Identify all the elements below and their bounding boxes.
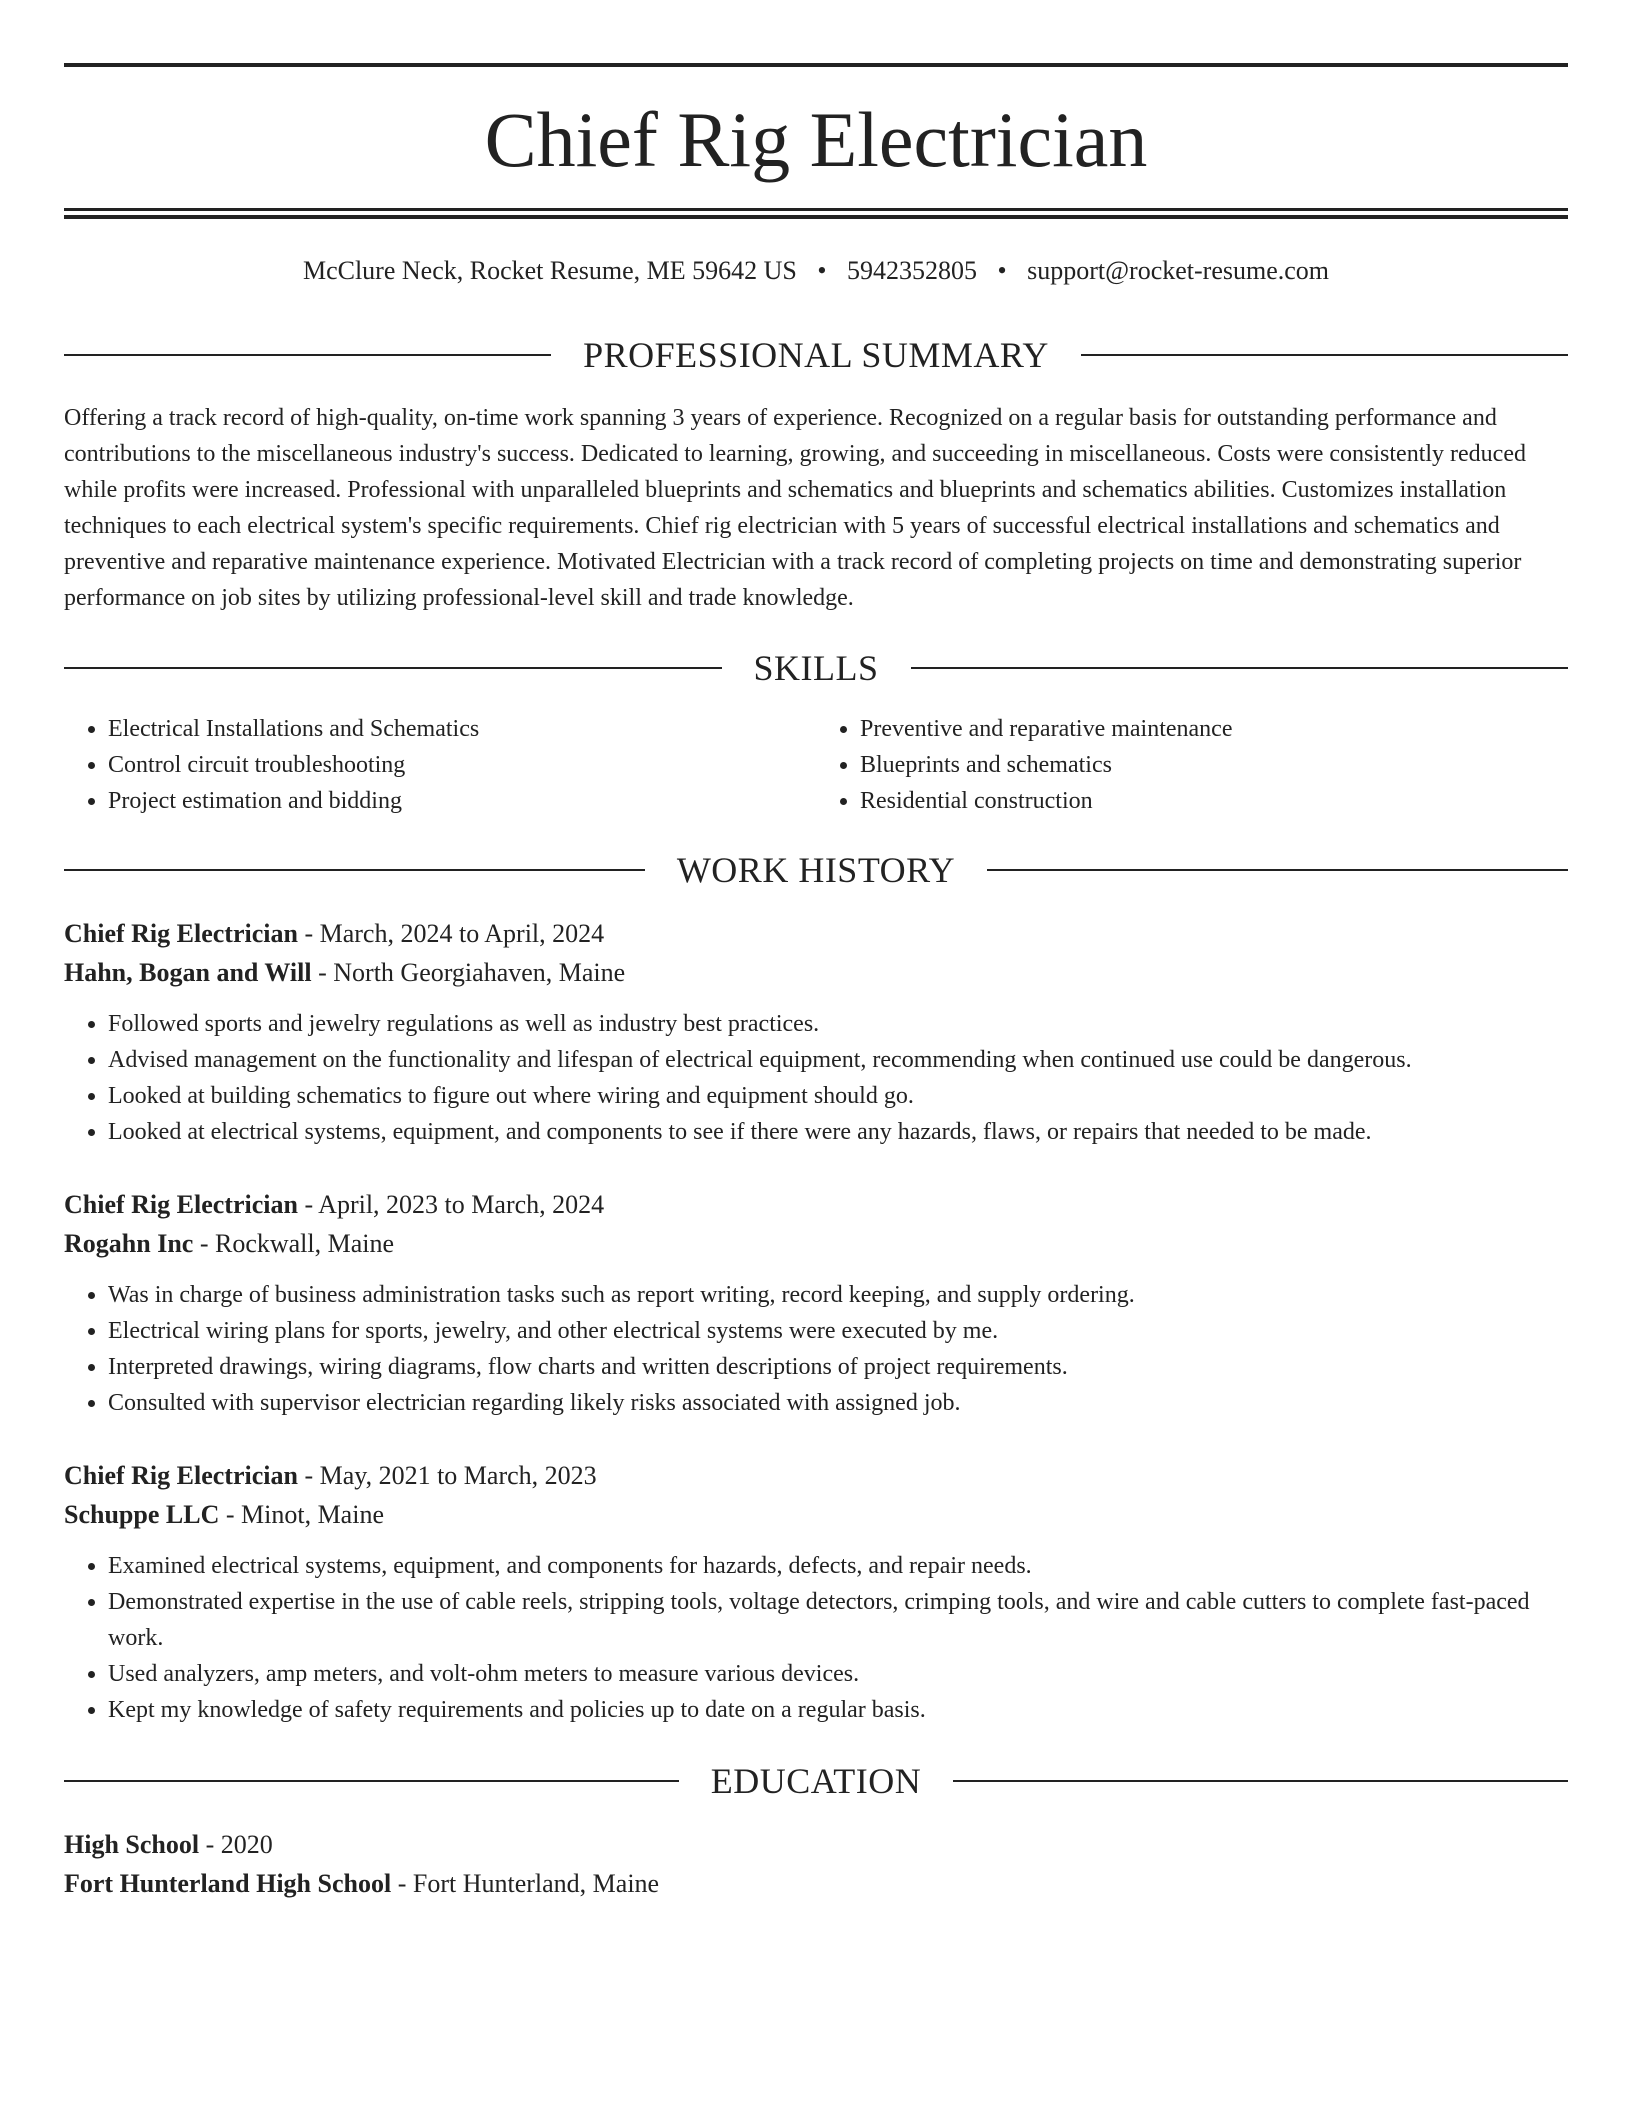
heading-rule-left <box>64 354 551 356</box>
contact-separator: • <box>997 256 1007 285</box>
heading-rule-right <box>987 869 1568 871</box>
education-title: EDUCATION <box>710 1761 922 1801</box>
job-location: - Minot, Maine <box>219 1500 384 1529</box>
job-bullet: • Looked at electrical systems, equipment, and components to see if there were any hazards, flaws, or repairs that needed to be made. <box>108 1114 1568 1150</box>
double-rule <box>64 208 1568 219</box>
resume-name: Chief Rig Electrician <box>484 96 1148 183</box>
job-dates: - May, 2021 to March, 2023 <box>297 1461 597 1490</box>
job-bullet: • Electrical wiring plans for sports, jewelry, and other electrical systems were executed by me. <box>108 1313 1568 1349</box>
job-location: - Rockwall, Maine <box>193 1229 395 1258</box>
contact-line <box>64 254 1568 288</box>
contact-separator: • <box>817 256 827 285</box>
skills-heading <box>64 646 1568 690</box>
skill-item: • Project estimation and bidding <box>108 783 816 819</box>
skill-item: • Blueprints and schematics <box>860 747 1568 783</box>
heading-rule-left <box>64 667 722 669</box>
job-bullet: • Examined electrical systems, equipment, and components for hazards, defects, and repair needs. <box>108 1548 1568 1584</box>
job-company-line <box>64 1224 1568 1263</box>
skills-title: SKILLS <box>753 648 879 688</box>
job-dates: - March, 2024 to April, 2024 <box>297 919 605 948</box>
summary-heading <box>64 333 1568 377</box>
job-location: - North Georgiahaven, Maine <box>311 958 626 987</box>
contact-email: support@rocket-resume.com <box>1027 256 1330 285</box>
heading-rule-right <box>953 1780 1568 1782</box>
skills-column-right <box>816 711 1568 819</box>
job-bullet: • Interpreted drawings, wiring diagrams, flow charts and written descriptions of project requirements. <box>108 1349 1568 1385</box>
work-heading <box>64 848 1568 892</box>
job-company-line <box>64 953 1568 992</box>
job-title: Chief Rig Electrician <box>64 1190 298 1219</box>
job-bullet: • Used analyzers, amp meters, and volt-ohm meters to measure various devices. <box>108 1656 1568 1692</box>
job-bullet: • Advised management on the functionality and lifespan of electrical equipment, recommending when continued use could be dangerous. <box>108 1042 1568 1078</box>
job-company: Schuppe LLC <box>64 1500 220 1529</box>
skill-item: • Residential construction <box>860 783 1568 819</box>
job-title: Chief Rig Electrician <box>64 919 298 948</box>
job-bullet: • Demonstrated expertise in the use of cable reels, stripping tools, voltage detectors, crimping tools, and wire and cable cutters to complete fast-paced work. <box>108 1584 1568 1656</box>
job-company: Rogahn Inc <box>64 1229 194 1258</box>
heading-rule-left <box>64 869 645 871</box>
job-company-line <box>64 1495 1568 1534</box>
heading-rule-left <box>64 1780 679 1782</box>
job-dates: - April, 2023 to March, 2024 <box>297 1190 605 1219</box>
skill-item: • Control circuit troubleshooting <box>108 747 816 783</box>
job-company: Hahn, Bogan and Will <box>64 958 312 987</box>
education-year: - 2020 <box>199 1830 273 1859</box>
job-entry <box>64 1185 1568 1421</box>
summary-title: PROFESSIONAL SUMMARY <box>583 335 1049 375</box>
job-bullets <box>64 1277 1568 1421</box>
work-title: WORK HISTORY <box>676 850 956 890</box>
job-bullet: • Looked at building schematics to figure out where wiring and equipment should go. <box>108 1078 1568 1114</box>
top-rule <box>64 63 1568 67</box>
job-bullets <box>64 1006 1568 1150</box>
education-school: Fort Hunterland High School <box>64 1869 392 1898</box>
skills-list <box>64 711 1568 819</box>
summary-text: Offering a track record of high-quality, on-time work spanning 3 years of experience. Recognized on a regular basis for outstanding performance and contributions to the miscellaneous industry's success. Dedicated to learning, growing, and succeeding in miscellaneous. Costs were consistently reduced while profits were increased. Professional with unparalleled blueprints and schematics and blueprints and schematics abilities. Customizes installation techniques to each electrical system's specific requirements. Chief rig electrician with 5 years of successful electrical installations and schematics and preventive and reparative maintenance experience. Motivated Electrician with a track record of completing projects on time and demonstrating superior performance on job sites by utilizing professional-level skill and trade knowledge. <box>64 405 1526 611</box>
education-entry <box>64 1825 1568 1903</box>
education-degree-line <box>64 1825 1568 1864</box>
education-location: - Fort Hunterland, Maine <box>391 1869 660 1898</box>
skills-column-left <box>64 711 816 819</box>
education-heading <box>64 1759 1568 1803</box>
job-title-line <box>64 1456 1568 1495</box>
job-title: Chief Rig Electrician <box>64 1461 298 1490</box>
contact-phone: 5942352805 <box>847 256 977 285</box>
job-bullet: • Followed sports and jewelry regulations as well as industry best practices. <box>108 1006 1568 1042</box>
job-bullets <box>64 1548 1568 1728</box>
job-entry <box>64 914 1568 1150</box>
education-degree: High School <box>64 1830 200 1859</box>
skill-item: • Preventive and reparative maintenance <box>860 711 1568 747</box>
job-title-line <box>64 1185 1568 1224</box>
job-title-line <box>64 914 1568 953</box>
skill-item: • Electrical Installations and Schematics <box>108 711 816 747</box>
education-school-line <box>64 1864 1568 1903</box>
heading-rule-right <box>911 667 1569 669</box>
job-entry <box>64 1456 1568 1728</box>
job-bullet: • Kept my knowledge of safety requirements and policies up to date on a regular basis. <box>108 1692 1568 1728</box>
job-bullet: • Was in charge of business administration tasks such as report writing, record keeping, and supply ordering. <box>108 1277 1568 1313</box>
heading-rule-right <box>1081 354 1568 356</box>
contact-address: McClure Neck, Rocket Resume, ME 59642 US <box>302 256 797 285</box>
job-bullet: • Consulted with supervisor electrician regarding likely risks associated with assigned job. <box>108 1385 1568 1421</box>
